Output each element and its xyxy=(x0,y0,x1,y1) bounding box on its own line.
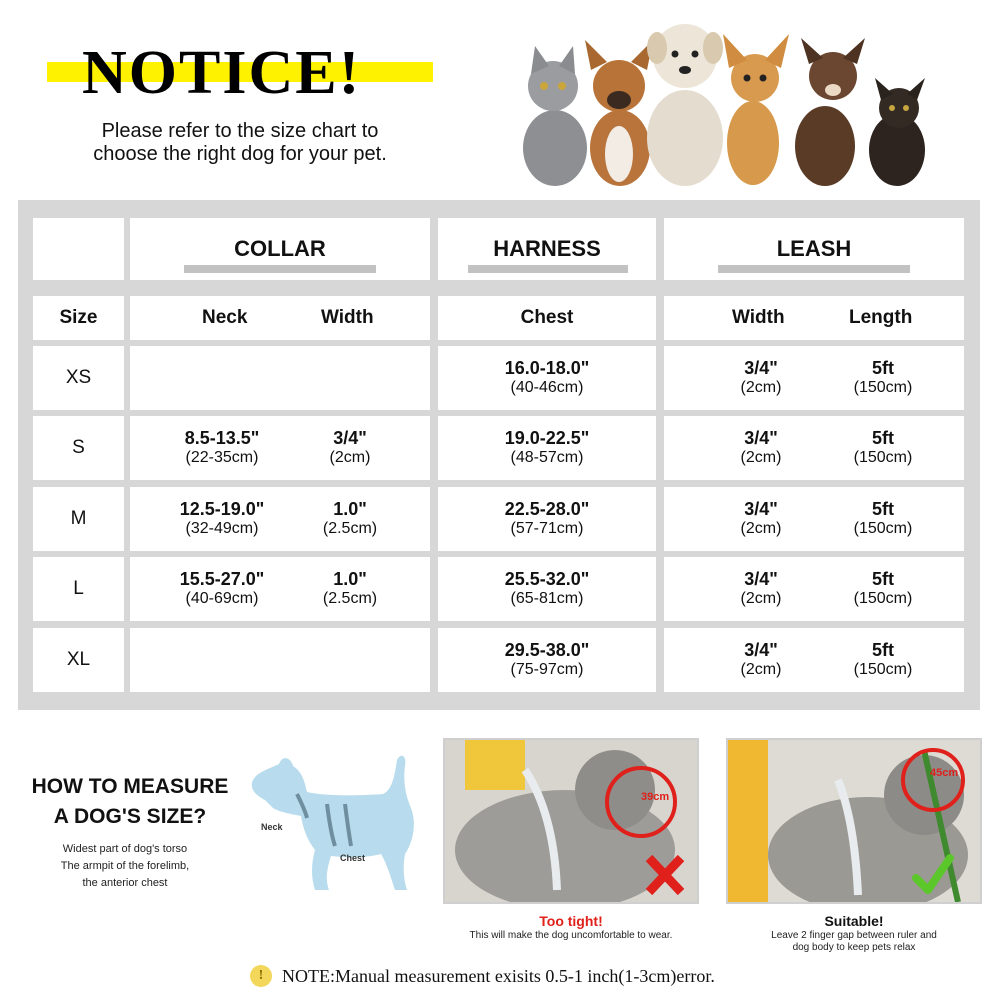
table-row xyxy=(33,346,124,410)
collar-width-value: 3/4" xyxy=(333,428,367,448)
collar-cell xyxy=(130,557,430,621)
table-corner-cell xyxy=(33,218,124,280)
how-to-line-2: A DOG'S SIZE? xyxy=(53,805,207,828)
collar-width-cm-value: (2cm) xyxy=(329,449,371,466)
leash-group-header xyxy=(664,218,964,280)
collar-width-cm-value: (2.5cm) xyxy=(322,590,378,607)
table-row xyxy=(33,628,124,692)
size-column-label: Size xyxy=(59,307,98,328)
table-row xyxy=(33,487,124,551)
chest-inch-value: 19.0-22.5" xyxy=(504,428,590,448)
french-bulldog-icon xyxy=(585,40,653,186)
gray-cat-icon xyxy=(523,46,587,186)
collar-group-label: COLLAR xyxy=(234,236,326,261)
leash-columns-header xyxy=(664,296,964,340)
leash-cell xyxy=(664,628,964,692)
too-tight-title: Too tight! xyxy=(539,913,603,929)
suitable-title: Suitable! xyxy=(824,913,884,929)
collar-columns-header xyxy=(130,296,430,340)
size-column-header xyxy=(33,296,124,340)
collar-cell xyxy=(130,487,430,551)
collar-cell xyxy=(130,346,430,410)
leash-width-value: 3/4" xyxy=(744,428,778,448)
leash-length-value: 5ft xyxy=(872,428,894,448)
neck-label: Neck xyxy=(261,822,283,832)
harness-header-bar xyxy=(468,265,628,273)
leash-group-label: LEASH xyxy=(776,236,852,261)
leash-length-cm-value: (150cm) xyxy=(853,449,913,466)
leash-width-value: 3/4" xyxy=(744,358,778,378)
subtitle-line-2: choose the right dog for your pet. xyxy=(93,143,387,165)
chest-cm-value: (57-71cm) xyxy=(510,520,584,537)
leash-cell xyxy=(664,487,964,551)
neck-cm-value: (22-35cm) xyxy=(185,449,259,466)
neck-cm-value: (32-49cm) xyxy=(185,520,259,537)
collar-width-column-label: Width xyxy=(321,307,374,328)
leash-length-cm-value: (150cm) xyxy=(853,661,913,678)
too-tight-photo xyxy=(443,738,699,904)
collar-width-value: 1.0" xyxy=(333,569,367,589)
too-tight-text: This will make the dog uncomfortable to wear. xyxy=(469,930,673,941)
leash-length-cm-value: (150cm) xyxy=(853,379,913,396)
size-value: S xyxy=(72,437,85,458)
leash-cell xyxy=(664,416,964,480)
suitable-tag: 45cm xyxy=(930,767,959,779)
chest-inch-value: 25.5-32.0" xyxy=(504,569,590,589)
too-tight-tag: 39cm xyxy=(641,791,670,803)
leash-width-value: 3/4" xyxy=(744,640,778,660)
desc-line-3: the anterior chest xyxy=(82,877,168,889)
chest-inch-value: 22.5-28.0" xyxy=(504,499,590,519)
size-chart-table xyxy=(18,200,980,710)
leash-header-bar xyxy=(718,265,910,273)
desc-line-1: Widest part of dog's torso xyxy=(62,843,188,855)
chest-cm-value: (75-97cm) xyxy=(510,661,584,678)
chest-cm-value: (48-57cm) xyxy=(510,449,584,466)
leash-cell xyxy=(664,346,964,410)
note-text: NOTE:Manual measurement exisits 0.5-1 inch(1-3cm)error. xyxy=(282,965,715,986)
chest-cell xyxy=(438,628,656,692)
collar-width-value: 1.0" xyxy=(333,499,367,519)
chest-cell xyxy=(438,346,656,410)
how-to-line-1: HOW TO MEASURE xyxy=(31,775,229,798)
leash-width-cm-value: (2cm) xyxy=(740,449,782,466)
leash-width-value: 3/4" xyxy=(744,499,778,519)
chest-cm-value: (40-46cm) xyxy=(510,379,584,396)
collar-cell xyxy=(130,628,430,692)
leash-width-cm-value: (2cm) xyxy=(740,661,782,678)
chest-cell xyxy=(438,487,656,551)
suitable-text-line-1: Leave 2 finger gap between ruler and xyxy=(771,930,937,941)
suitable-photo xyxy=(726,738,982,904)
longhair-chihuahua-icon xyxy=(795,38,865,186)
notice-title: NOTICE! xyxy=(82,39,362,107)
neck-inch-value: 8.5-13.5" xyxy=(184,428,260,448)
table-row xyxy=(33,557,124,621)
leash-length-value: 5ft xyxy=(872,569,894,589)
leash-width-cm-value: (2cm) xyxy=(740,590,782,607)
leash-width-cm-value: (2cm) xyxy=(740,379,782,396)
how-to-measure-description xyxy=(40,841,210,892)
leash-width-cm-value: (2cm) xyxy=(740,520,782,537)
leash-length-value: 5ft xyxy=(872,499,894,519)
chest-cell xyxy=(438,557,656,621)
white-terrier-icon xyxy=(647,24,723,186)
neck-cm-value: (40-69cm) xyxy=(185,590,259,607)
size-value: M xyxy=(70,508,87,529)
leash-cell xyxy=(664,557,964,621)
size-value: L xyxy=(73,578,84,599)
chest-inch-value: 29.5-38.0" xyxy=(504,640,590,660)
leash-length-cm-value: (150cm) xyxy=(853,590,913,607)
note-line xyxy=(250,965,715,987)
size-value: XS xyxy=(65,367,92,388)
how-to-measure-title xyxy=(15,772,245,832)
leash-length-value: 5ft xyxy=(872,640,894,660)
collar-group-header xyxy=(130,218,430,280)
size-value: XL xyxy=(66,649,91,670)
neck-column-label: Neck xyxy=(202,307,248,328)
neck-inch-value: 12.5-19.0" xyxy=(179,499,265,519)
exclamation-icon: ! xyxy=(250,965,272,987)
notice-subtitle xyxy=(40,120,440,166)
chest-column-label: Chest xyxy=(520,307,574,328)
black-cat-icon xyxy=(869,78,925,186)
leash-width-column-label: Width xyxy=(732,307,785,328)
subtitle-line-1: Please refer to the size chart to xyxy=(101,120,379,142)
leash-length-column-label: Length xyxy=(849,307,913,328)
leash-length-cm-value: (150cm) xyxy=(853,520,913,537)
chest-inch-value: 16.0-18.0" xyxy=(504,358,590,378)
suitable-text-line-2: dog body to keep pets relax xyxy=(792,942,916,953)
dog-silhouette-icon xyxy=(245,750,435,900)
harness-group-header xyxy=(438,218,656,280)
table-row xyxy=(33,416,124,480)
chihuahua-icon xyxy=(723,34,789,185)
leash-length-value: 5ft xyxy=(872,358,894,378)
harness-columns-header xyxy=(438,296,656,340)
suitable-text xyxy=(726,930,982,954)
desc-line-2: The armpit of the forelimb, xyxy=(60,860,190,872)
chest-cm-value: (65-81cm) xyxy=(510,590,584,607)
pets-group-image xyxy=(515,8,935,190)
chest-cell xyxy=(438,416,656,480)
chest-label: Chest xyxy=(340,853,366,863)
leash-width-value: 3/4" xyxy=(744,569,778,589)
collar-width-cm-value: (2.5cm) xyxy=(322,520,378,537)
neck-inch-value: 15.5-27.0" xyxy=(179,569,265,589)
harness-group-label: HARNESS xyxy=(493,236,601,261)
collar-cell xyxy=(130,416,430,480)
collar-header-bar xyxy=(184,265,376,273)
